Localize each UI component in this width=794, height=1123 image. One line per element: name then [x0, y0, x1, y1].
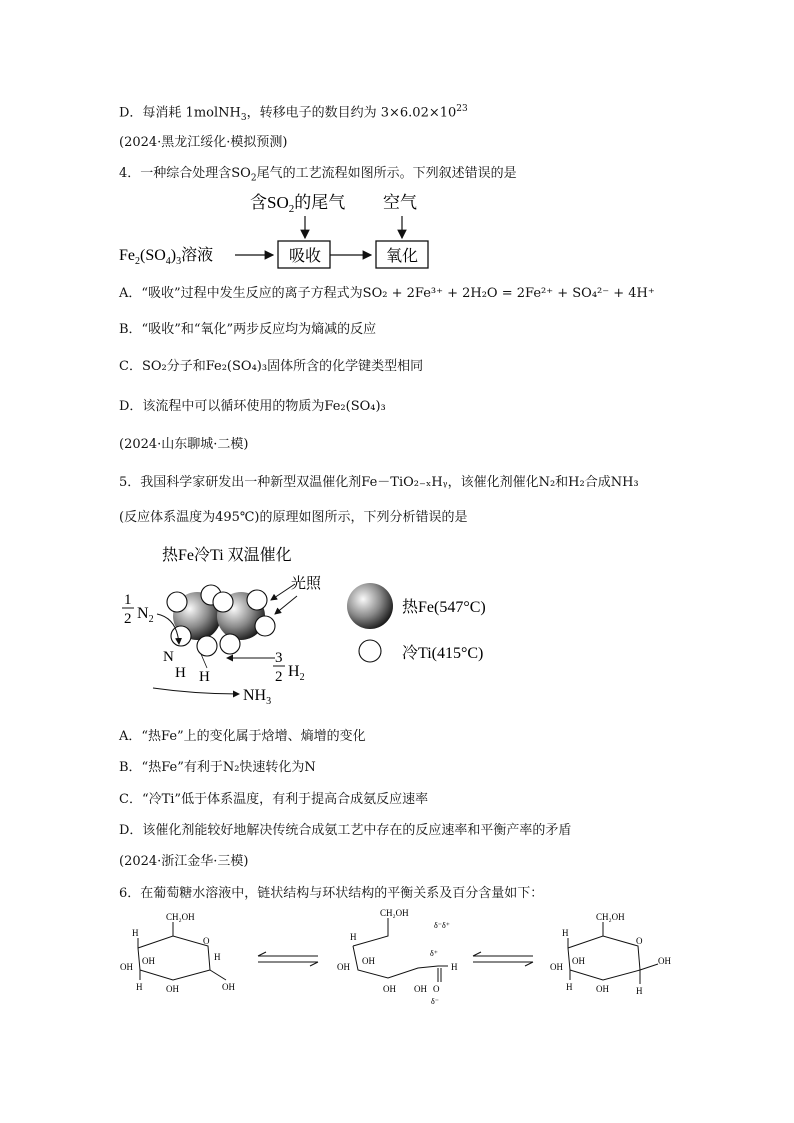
svg-text:3: 3: [275, 650, 283, 666]
q6-glucose-equilibrium: [118, 908, 678, 1008]
flow-gas-label: 含$SO_2$的尾气: [250, 193, 346, 215]
q3-option-d: D．每消耗 1molNH$_3$，转移电子的数目约为 $3\times 6.02\times 10^{23}$: [119, 104, 468, 123]
svg-text:OH: OH: [383, 984, 396, 994]
legend-hot-fe: 热Fe(547°C): [402, 599, 486, 616]
cold-ti-ball: [247, 590, 267, 610]
svg-text:CH₂OH: CH₂OH: [596, 912, 625, 922]
svg-text:OH: OH: [166, 984, 179, 994]
source-q6: (2024·浙江金华·三模): [119, 854, 249, 869]
q5-option-d: D．该催化剂能较好地解决传统合成氨工艺中存在的反应速率和平衡产率的矛盾: [119, 823, 572, 838]
q5-option-a: A．“热Fe”上的变化属于焓增、熵增的变化: [119, 729, 366, 744]
svg-text:H: H: [636, 986, 643, 996]
svg-text:OH: OH: [596, 984, 609, 994]
light-arrow-1: [271, 584, 295, 600]
svg-text:OH: OH: [142, 956, 155, 966]
svg-text:CH₂OH: CH₂OH: [380, 908, 409, 918]
svg-text:δ⁻: δ⁻: [431, 997, 439, 1006]
q4-option-a: A．“吸收”过程中发生反应的离子方程式为SO₂ + 2Fe³⁺ + 2H₂O = 2Fe²⁺ + SO₄²⁻ + 4H⁺: [119, 286, 655, 301]
svg-text:OH: OH: [550, 962, 563, 972]
q5-stem-line2: (反应体系温度为495℃)的原理如图所示，下列分析错误的是: [119, 510, 468, 525]
svg-text:H: H: [350, 932, 357, 942]
q5-option-c: C．“冷Ti”低于体系温度，有利于提高合成氨反应速率: [119, 792, 429, 807]
n-atom: N: [163, 649, 174, 665]
source-q5: (2024·山东聊城·二模): [119, 437, 249, 452]
flow-input-label: $Fe_2(SO_4)_3$溶液: [119, 247, 214, 267]
svg-text:H: H: [451, 962, 458, 972]
source-q4: (2024·黑龙江绥化·模拟预测): [119, 135, 288, 150]
nh3-label: $NH_3$: [243, 687, 272, 707]
cold-ti-ball: [213, 592, 233, 612]
svg-text:OH: OH: [362, 956, 375, 966]
q5-option-b: B．“热Fe”有利于N₂快速转化为N: [119, 760, 316, 775]
light-arrow-2: [275, 596, 297, 614]
svg-text:CH₂OH: CH₂OH: [166, 912, 195, 922]
svg-text:O: O: [203, 936, 210, 946]
svg-text:OH: OH: [337, 962, 350, 972]
svg-text:H: H: [132, 928, 139, 938]
flow-air-label: 空气: [383, 193, 417, 212]
svg-text:氧化: 氧化: [386, 248, 419, 265]
svg-text:δ⁻δ⁺: δ⁻δ⁺: [434, 921, 450, 930]
cold-ti-ball: [167, 592, 187, 612]
light-label: 光照: [291, 576, 322, 592]
svg-text:O: O: [433, 984, 440, 994]
q6-stem: 6．在葡萄糖水溶液中，链状结构与环状结构的平衡关系及百分含量如下：: [119, 886, 544, 901]
alpha-glucose-ring: [138, 922, 226, 980]
svg-text:H: H: [562, 928, 569, 938]
h-atom: H: [199, 669, 210, 685]
cold-ti-ball: [255, 616, 275, 636]
q4-stem: 4．一种综合处理含$SO_2$尾气的工艺流程如图所示。下列叙述错误的是: [119, 166, 517, 184]
legend-cold-ti: 冷Ti(415°C): [402, 645, 484, 662]
q4-option-b: B．“吸收”和“氧化”两步反应均为熵减的反应: [119, 322, 377, 337]
svg-text:1: 1: [124, 592, 132, 608]
n2-label: $N_2$: [137, 605, 154, 625]
legend-hot-fe-ball: [347, 583, 393, 629]
svg-text:OH: OH: [120, 962, 133, 972]
cold-ti-ball: [171, 626, 191, 646]
h-atom: H: [175, 665, 186, 681]
q5-stem-line1: 5．我国科学家研发出一种新型双温催化剂Fe－TiO₂₋ₓHᵧ，该催化剂催化N₂和H₂合成NH₃: [119, 475, 639, 490]
svg-text:H: H: [136, 982, 143, 992]
svg-text:OH: OH: [414, 984, 427, 994]
q4-option-d: D．该流程中可以循环使用的物质为Fe₂(SO₄)₃: [119, 399, 386, 414]
svg-text:OH: OH: [572, 956, 585, 966]
h2-label: $H_2$: [288, 663, 305, 683]
svg-text:H: H: [566, 982, 573, 992]
q5-catalyst-figure: [115, 540, 515, 710]
q4-flow-diagram: [115, 188, 475, 278]
svg-text:δ⁺: δ⁺: [430, 949, 438, 958]
svg-text:O: O: [636, 936, 643, 946]
svg-text:OH: OH: [222, 982, 235, 992]
cold-ti-ball: [197, 636, 217, 656]
svg-text:吸收: 吸收: [289, 248, 322, 265]
figure-title: 热Fe冷Ti 双温催化: [162, 547, 292, 564]
legend-cold-ti-ball: [359, 640, 381, 662]
svg-text:2: 2: [124, 611, 132, 627]
svg-text:2: 2: [275, 669, 283, 685]
svg-text:H: H: [214, 952, 221, 962]
svg-text:OH: OH: [658, 956, 671, 966]
beta-glucose-ring: [568, 922, 658, 984]
cold-ti-ball: [220, 634, 240, 654]
q4-option-c: C．SO₂分子和Fe₂(SO₄)₃固体所含的化学键类型相同: [119, 359, 424, 374]
